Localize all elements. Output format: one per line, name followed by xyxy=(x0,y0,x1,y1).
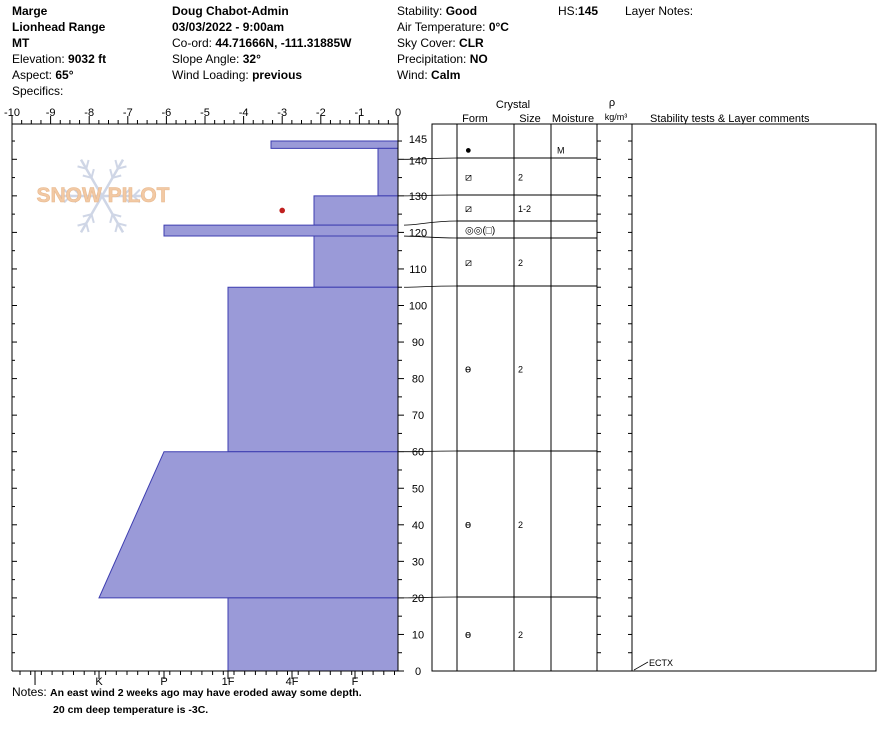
hs-value: 145 xyxy=(578,4,599,18)
depth-tick-label: 30 xyxy=(411,556,425,569)
temp-tick-label: -1 xyxy=(354,107,365,119)
temp-tick-label: -9 xyxy=(45,107,56,119)
layer-form: ◎◎(□) xyxy=(465,225,496,237)
slope-value: 32° xyxy=(242,52,261,66)
hardness-bar xyxy=(378,148,398,196)
layer-size: 2 xyxy=(518,630,524,640)
depth-tick-label: 140 xyxy=(408,155,428,168)
layer-size: 2 xyxy=(518,172,524,183)
temp-tick-label: 0 xyxy=(394,107,402,119)
depth-axis xyxy=(398,134,427,678)
hardness-profile xyxy=(99,141,398,671)
coord-label: Co-ord: xyxy=(172,36,213,50)
datetime: 03/03/2022 - 9:00am xyxy=(172,20,285,34)
snowflake-branch xyxy=(110,169,112,178)
aspect-value: 65° xyxy=(55,68,74,82)
precip-value: NO xyxy=(469,52,488,66)
depth-tick-label: 20 xyxy=(411,592,425,605)
notes-line-2: 20 cm deep temperature is -3C. xyxy=(53,704,209,716)
location: Lionhead Range xyxy=(12,20,106,34)
snowflake-branch xyxy=(115,160,117,169)
temp-tick-label: -8 xyxy=(84,107,95,119)
layer-size: 2 xyxy=(518,258,524,268)
snowflake-branch xyxy=(86,160,88,169)
col-header-density-symbol: ρ xyxy=(608,97,616,109)
layer-table xyxy=(404,97,876,671)
stability-label: Stability: xyxy=(397,4,443,18)
stability-test-pointer xyxy=(634,662,648,670)
layer-form: ⧄ xyxy=(465,257,472,269)
layer-form: ⧄ xyxy=(465,171,472,184)
hardness-bar xyxy=(228,287,398,451)
layer-connector xyxy=(404,286,457,287)
hardness-tick-label: I xyxy=(33,676,37,688)
snowflake-branch xyxy=(115,223,117,232)
layer-form: ɵ xyxy=(465,363,472,376)
depth-tick-label: 145 xyxy=(408,134,428,147)
layer-notes-label: Layer Notes: xyxy=(625,4,694,18)
snowflake-branch xyxy=(86,223,88,232)
temp-tick-label: -2 xyxy=(315,107,326,119)
temp-tick-label: -10 xyxy=(4,107,20,119)
temp-tick-label: -6 xyxy=(161,107,172,119)
depth-tick-label: 90 xyxy=(411,337,425,350)
col-header-comments: Stability tests & Layer comments xyxy=(650,113,810,125)
layer-connector xyxy=(404,221,457,225)
depth-tick-label: 0 xyxy=(414,666,422,678)
hardness-tick-label: P xyxy=(160,676,168,688)
temperature-point xyxy=(279,208,285,214)
hardness-tick-label: 4F xyxy=(285,676,299,688)
temp-tick-label: -5 xyxy=(200,107,210,119)
depth-tick-label: 70 xyxy=(411,410,425,423)
layer-moisture: M xyxy=(557,145,565,156)
specifics-label: Specifics: xyxy=(12,84,64,98)
layer-size: 2 xyxy=(518,520,524,530)
col-header-moisture: Moisture xyxy=(551,113,595,125)
elevation-value: 9032 ft xyxy=(68,52,107,66)
stability-test-label: ECTX xyxy=(649,658,674,668)
col-header-size: Size xyxy=(519,113,541,125)
sky-value: CLR xyxy=(459,36,484,50)
stability-value: Good xyxy=(445,4,478,18)
notes xyxy=(12,684,362,719)
airtemp-label: Air Temperature: xyxy=(397,20,486,34)
state: MT xyxy=(12,36,30,50)
windload-label: Wind Loading: xyxy=(172,68,249,82)
hardness-bar xyxy=(164,225,398,236)
hardness-bar xyxy=(271,141,398,148)
hardness-bar xyxy=(314,196,398,225)
temp-tick-label: -7 xyxy=(122,107,133,119)
hardness-bar xyxy=(228,598,398,671)
layer-form: ɵ xyxy=(465,629,472,641)
table-frame xyxy=(432,124,876,671)
airtemp-value: 0°C xyxy=(488,20,509,34)
precip-label: Precipitation: xyxy=(397,52,467,66)
depth-tick-label: 120 xyxy=(408,227,428,240)
coord-value: 44.71666N, -111.31885W xyxy=(215,36,352,50)
layer-size: 2 xyxy=(518,364,524,375)
col-header-density-unit: kg/m³ xyxy=(604,112,628,122)
depth-tick-label: 100 xyxy=(408,300,428,313)
temp-tick-label: -4 xyxy=(238,107,249,119)
wind-label: Wind: xyxy=(397,68,428,82)
layer-form: ɵ xyxy=(465,519,472,531)
hardness-tick-label: K xyxy=(95,676,103,688)
depth-tick-label: 60 xyxy=(411,446,425,459)
layer-size: 1-2 xyxy=(518,204,532,214)
elevation-label: Elevation: xyxy=(12,52,65,66)
hardness-bar xyxy=(99,452,398,598)
depth-tick-label: 40 xyxy=(411,519,425,532)
wind-value: Calm xyxy=(431,68,461,82)
slope-label: Slope Angle: xyxy=(172,52,240,66)
layer-form: ● xyxy=(465,144,472,157)
depth-tick-label: 80 xyxy=(411,373,425,386)
snowflake-branch xyxy=(92,214,94,223)
aspect-label: Aspect: xyxy=(12,68,53,82)
depth-tick-label: 10 xyxy=(411,629,425,642)
sky-label: Sky Cover: xyxy=(397,36,456,50)
temp-tick-label: -3 xyxy=(277,107,288,119)
observer-name: Marge xyxy=(12,4,48,18)
col-header-crystal: Crystal xyxy=(495,99,531,111)
windload-value: previous xyxy=(252,68,303,82)
notes-line-1: An east wind 2 weeks ago may have eroded away some depth. xyxy=(50,687,362,699)
hardness-tick-label: 1F xyxy=(221,676,235,688)
snowflake-branch xyxy=(110,214,112,223)
notes-label: Notes: xyxy=(12,685,47,699)
layer-form: ⧄ xyxy=(465,203,472,215)
depth-tick-label: 110 xyxy=(409,263,427,276)
hardness-tick-label: F xyxy=(351,676,359,688)
col-header-form: Form xyxy=(462,113,488,125)
depth-tick-label: 50 xyxy=(411,483,425,496)
depth-tick-label: 130 xyxy=(408,190,428,203)
snowpilot-watermark: SNOW PILOT xyxy=(36,184,170,207)
hardness-bar xyxy=(314,236,398,287)
snowflake-branch xyxy=(92,169,94,178)
hs-label: HS: xyxy=(558,4,579,18)
author: Doug Chabot-Admin xyxy=(172,4,289,18)
temperature-profile xyxy=(279,208,285,214)
